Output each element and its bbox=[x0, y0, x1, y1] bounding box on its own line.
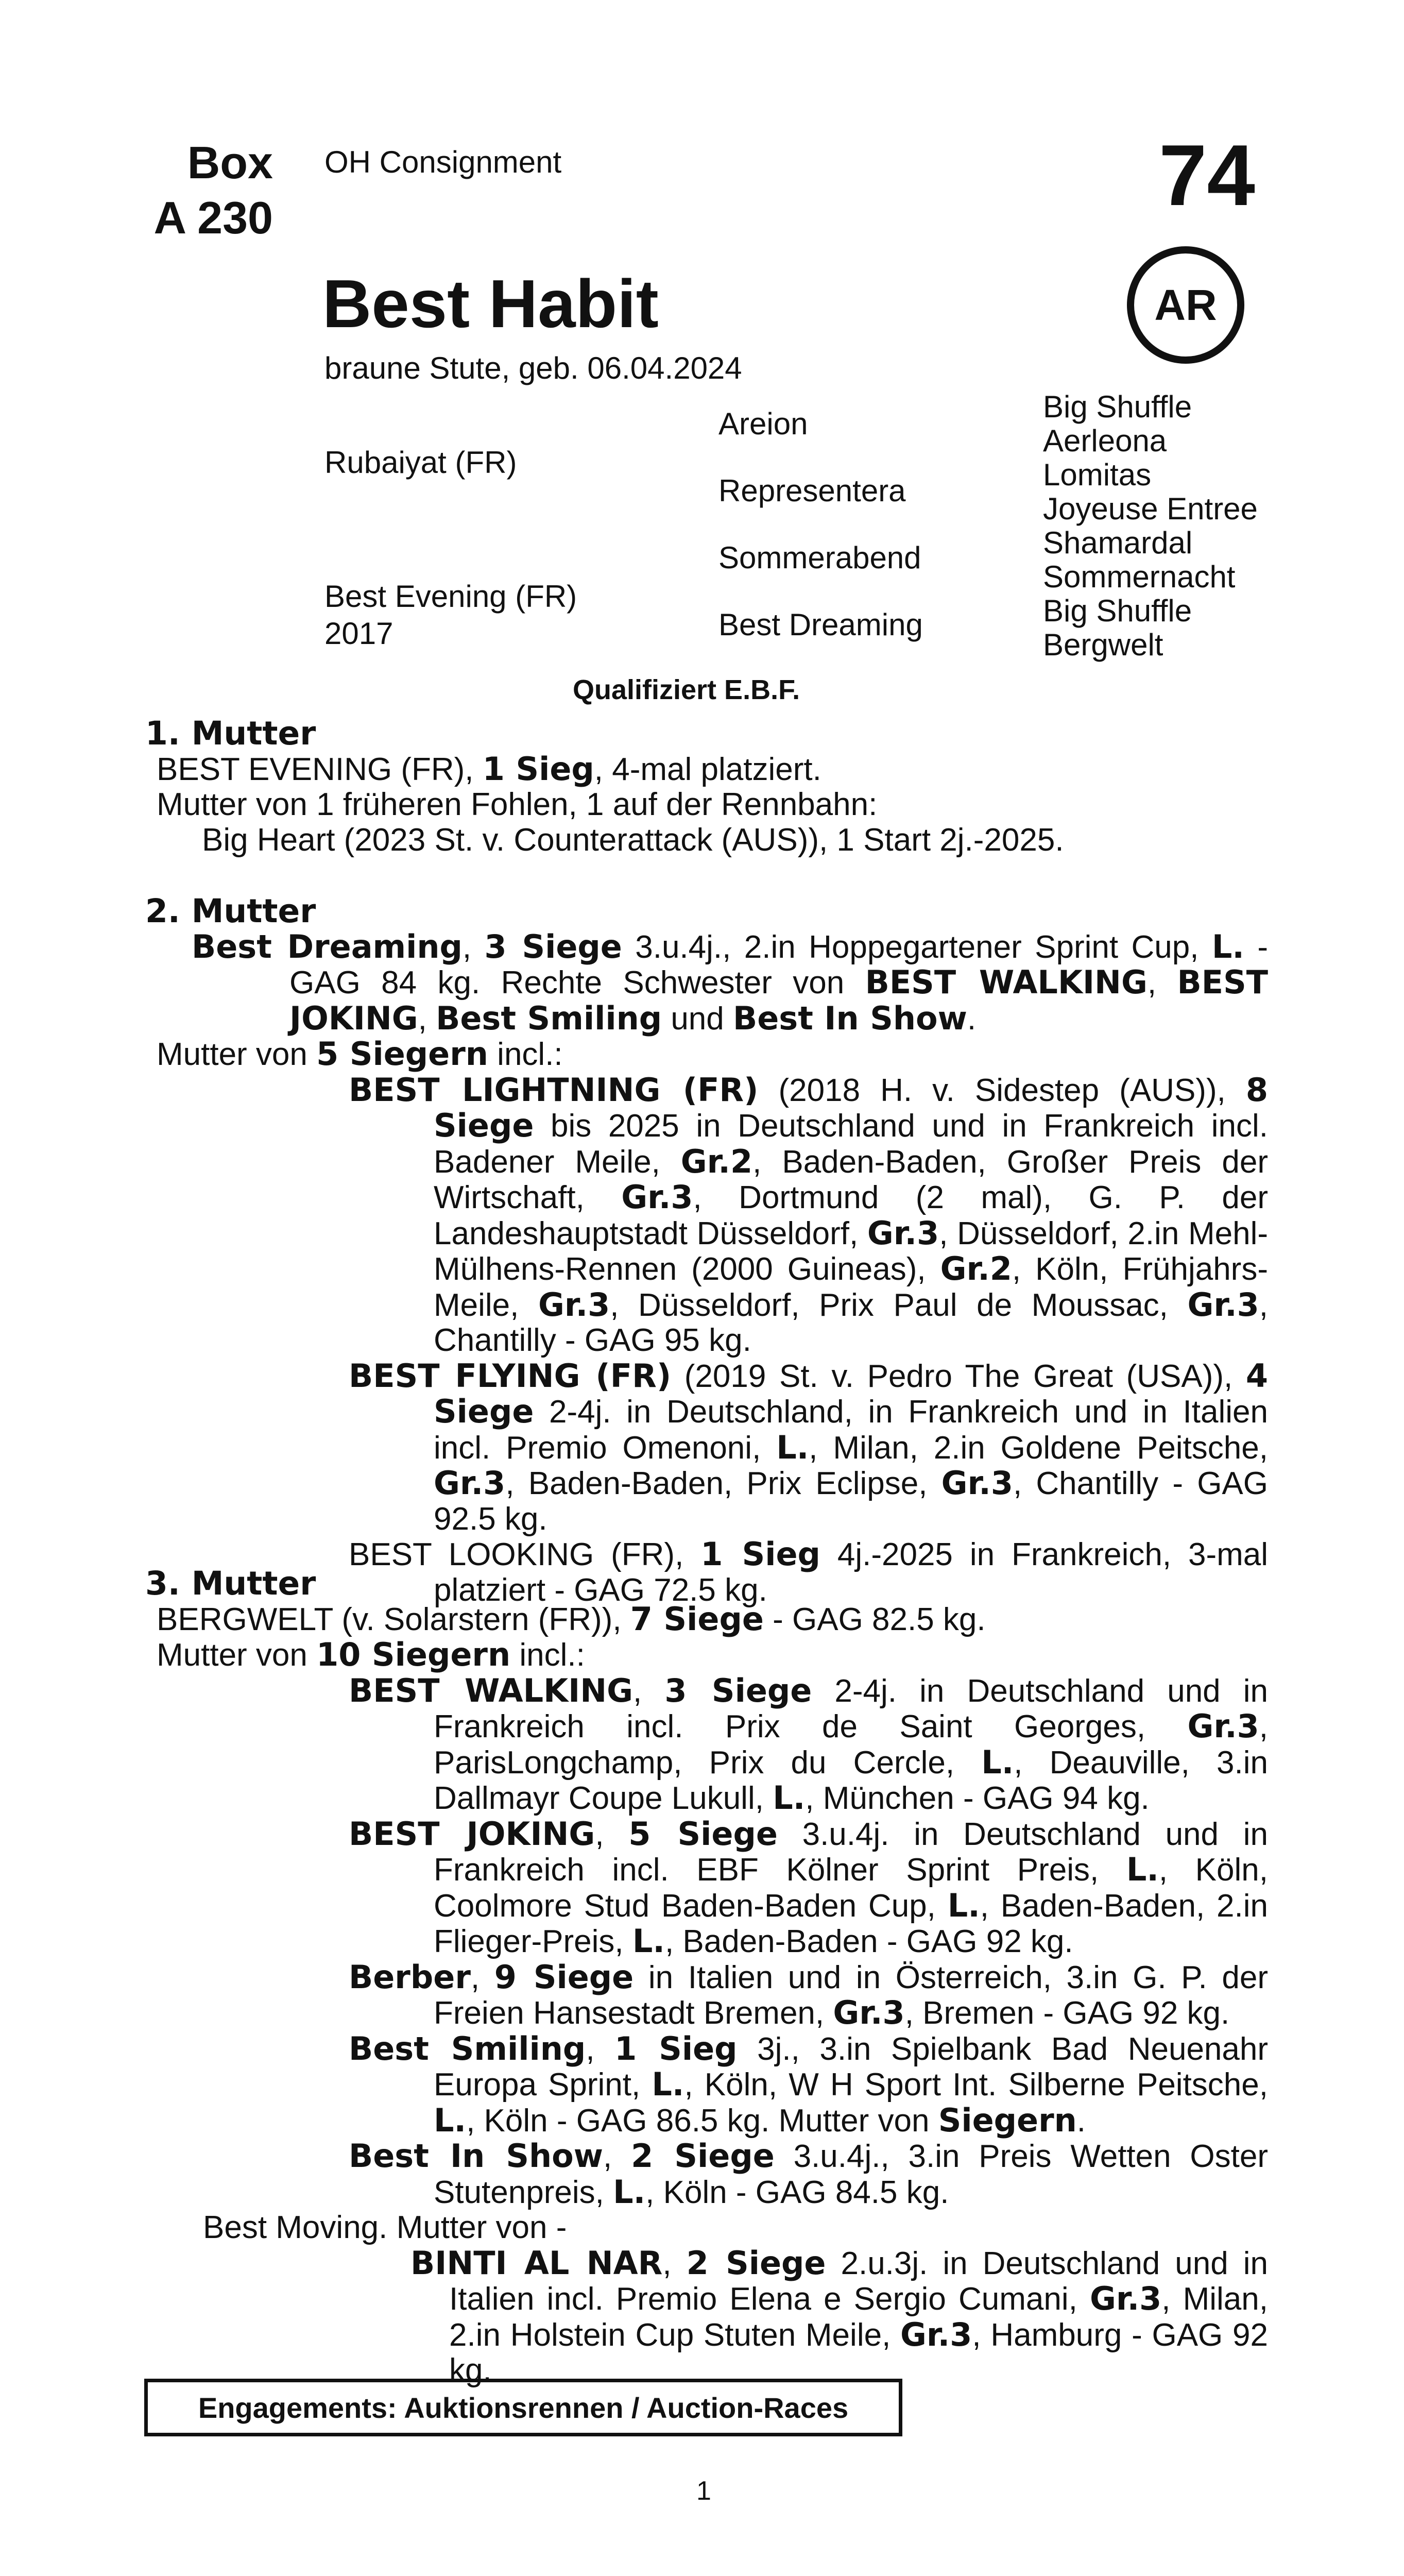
pedigree-great-grandparent: Big Shuffle bbox=[1043, 389, 1192, 424]
pedigree-great-grandparent: Lomitas bbox=[1043, 457, 1152, 492]
ar-badge bbox=[1127, 246, 1244, 364]
foal-best-in-show: Best In Show, 2 Siege 3.u.4j., 3.in Preis Wetten Oster Stutenpreis, L., Köln - GAG 84.5 kg. bbox=[349, 2137, 1268, 2211]
horse-name: Best Habit bbox=[322, 266, 659, 342]
ar-badge-text: AR bbox=[1154, 280, 1217, 329]
foal-best-joking: BEST JOKING, 5 Siege 3.u.4j. in Deutschland und in Frankreich incl. EBF Kölner Sprint Preis, L., Köln, Coolmore Stud Baden-Baden Cup, L., Baden-Baden, 2.in Flieger-Preis, L., Baden-Baden - GAG 92 kg. bbox=[349, 1815, 1268, 1960]
pedigree-grandparent: Sommerabend bbox=[718, 540, 921, 575]
dam1-heading: 1. Mutter bbox=[145, 715, 316, 752]
pedigree-grandparent: Areion bbox=[718, 406, 808, 441]
foal-best-smiling: Best Smiling, 1 Sieg 3j., 3.in Spielbank Bad Neuenahr Europa Sprint, L., Köln, W H Sport Int. Silberne Peitsche, L., Köln - GAG 86.5 kg. Mutter von Siegern. bbox=[349, 2029, 1269, 2139]
pedigree-grandparent: Representera bbox=[718, 473, 906, 508]
engagements-box bbox=[144, 2379, 902, 2436]
dam3-heading: 3. Mutter bbox=[145, 1565, 316, 1602]
dam2-record: Best Dreaming, 3 Siege 3.u.4j., 2.in Hoppegartener Sprint Cup, L. - GAG 84 kg. Rechte Schwester von BEST WALKING, BEST JOKING, Best Smiling und Best In Show. bbox=[192, 927, 1269, 1037]
page-number: 1 bbox=[696, 2476, 711, 2506]
foal-best-moving: Best Moving. Mutter von - bbox=[203, 2210, 567, 2245]
dam3-produce-intro: Mutter von 10 Siegern incl.: bbox=[157, 1636, 585, 1673]
pedigree-grandparent: Best Dreaming bbox=[718, 607, 923, 642]
foal-best-looking: BEST LOOKING (FR), 1 Sieg 4j.-2025 in Frankreich, 3-mal platziert - GAG 72.5 kg. bbox=[349, 1535, 1268, 1608]
pedigree-great-grandparent: Joyeuse Entree bbox=[1043, 492, 1258, 526]
foal-best-lightning: BEST LIGHTNING (FR) (2018 H. v. Sidestep (AUS)), 8 Siege bis 2025 in Deutschland und in Frankreich incl. Badener Meile, Gr.2, Baden-Baden, Großer Preis der Wirtschaft, Gr.3, Dortmund (2 mal), G. P. der Landeshauptstadt Düsseldorf, Gr.3, Düsseldorf, 2.in Mehl-Mülhens-Rennen (2000 Guineas), Gr.2, Köln, Frühjahrs-Meile, Gr.3, Düsseldorf, Prix Paul de Moussac, Gr.3, Chantilly - GAG 95 kg. bbox=[349, 1071, 1269, 1358]
pedigree-great-grandparent: Shamardal bbox=[1043, 526, 1193, 560]
engagements-text: Engagements: Auktionsrennen / Auction-Races bbox=[198, 2391, 849, 2424]
dam1-produce-intro: Mutter von 1 früheren Fohlen, 1 auf der Rennbahn: bbox=[157, 787, 878, 822]
box-label: Box bbox=[187, 137, 273, 188]
horse-description: braune Stute, geb. 06.04.2024 bbox=[324, 351, 742, 385]
dam1-record: BEST EVENING (FR), 1 Sieg, 4-mal platziert. bbox=[157, 750, 821, 788]
foal-binti-al-nar: BINTI AL NAR, 2 Siege 2.u.3j. in Deutschland und in Italien incl. Premio Elena e Sergio Cumani, Gr.3, Milan, 2.in Holstein Cup Stuten Meile, Gr.3, Hamburg - GAG 92 kg. bbox=[410, 2244, 1268, 2388]
qualification: Qualifiziert E.B.F. bbox=[573, 674, 800, 705]
lot-number: 74 bbox=[1159, 127, 1255, 224]
dam1-produce: Big Heart (2023 St. v. Counterattack (AUS)), 1 Start 2j.-2025. bbox=[202, 822, 1064, 858]
dam3-record: BERGWELT (v. Solarstern (FR)), 7 Siege - GAG 82.5 kg. bbox=[157, 1600, 986, 1638]
pedigree-great-grandparent: Bergwelt bbox=[1043, 628, 1163, 662]
dam3-section bbox=[145, 1566, 1268, 2388]
pedigree-great-grandparent: Big Shuffle bbox=[1043, 594, 1192, 628]
foal-best-walking: BEST WALKING, 3 Siege 2-4j. in Deutschland und in Frankreich incl. Prix de Saint Georges, Gr.3, ParisLongchamp, Prix du Cercle, L., Deauville, 3.in Dallmayr Coupe Lukull, L., München - GAG 94 kg. bbox=[349, 1671, 1269, 1817]
dam1-section bbox=[145, 716, 1268, 858]
pedigree-sire: Rubaiyat (FR) bbox=[324, 445, 517, 480]
consignor: OH Consignment bbox=[324, 145, 562, 179]
dam2-produce-intro: Mutter von 5 Siegern incl.: bbox=[157, 1035, 563, 1073]
foal-berber: Berber, 9 Siege in Italien und in Österreich, 3.in G. P. der Freien Hansestadt Bremen, Gr.3, Bremen - GAG 92 kg. bbox=[349, 1958, 1268, 2031]
pedigree-dam-year: 2017 bbox=[324, 616, 393, 651]
dam2-heading: 2. Mutter bbox=[145, 892, 316, 930]
box-number: A 230 bbox=[153, 192, 273, 243]
pedigree-dam: Best Evening (FR) bbox=[324, 579, 577, 614]
pedigree-great-grandparent: Aerleona bbox=[1043, 423, 1167, 458]
dam2-section bbox=[145, 894, 1268, 1608]
foal-best-flying: BEST FLYING (FR) (2019 St. v. Pedro The Great (USA)), 4 Siege 2-4j. in Deutschland, in Frankreich und in Italien incl. Premio Omenoni, L., Milan, 2.in Goldene Peitsche, Gr.3, Baden-Baden, Prix Eclipse, Gr.3, Chantilly - GAG 92.5 kg. bbox=[349, 1357, 1268, 1537]
pedigree-great-grandparent: Sommernacht bbox=[1043, 560, 1236, 594]
